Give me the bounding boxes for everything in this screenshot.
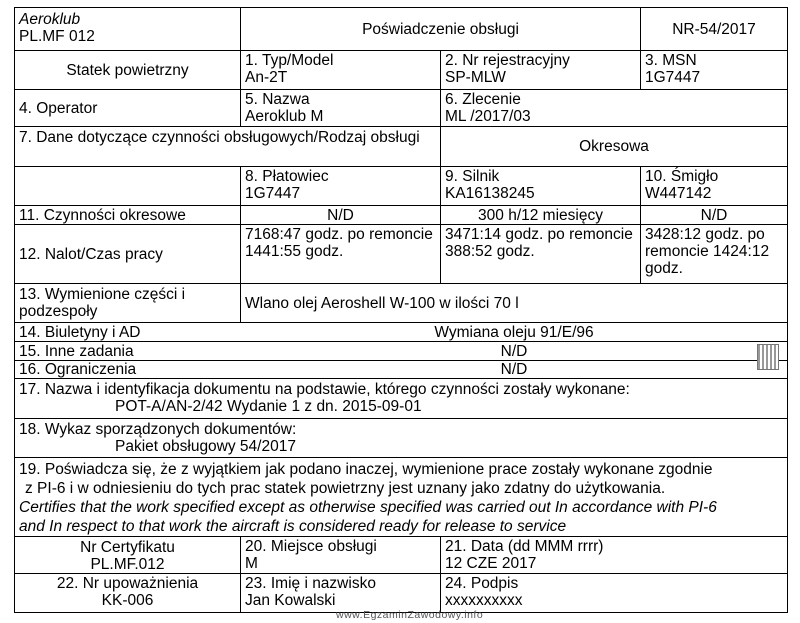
signature-cell bbox=[441, 574, 787, 612]
date-value: 12 CZE 2017 bbox=[445, 555, 537, 572]
other-tasks-value: N/D bbox=[500, 342, 528, 360]
registration-cell bbox=[441, 51, 640, 89]
type-value: An-2T bbox=[245, 69, 288, 86]
date-label: 21. Data (dd MMM rrrr) bbox=[445, 538, 604, 555]
org-code: PL.MF 012 bbox=[19, 28, 95, 45]
airframe-value: 1G7447 bbox=[245, 185, 301, 202]
periodic-airframe: N/D bbox=[327, 206, 354, 224]
airframe-label: 8. Płatowiec bbox=[245, 168, 329, 185]
order-cell bbox=[441, 90, 787, 126]
other-tasks-label: 15. Inne zadania bbox=[19, 342, 134, 360]
type-label: 1. Typ/Model bbox=[245, 52, 334, 69]
basis-doc-cell bbox=[15, 379, 787, 418]
person-cell bbox=[241, 574, 440, 612]
components-blank bbox=[15, 167, 240, 205]
org-name: Aeroklub bbox=[19, 11, 81, 28]
cert-number-value: PL.MF.012 bbox=[90, 556, 165, 573]
basis-doc-value: POT-A/AN-2/42 Wydanie 1 z dn. 2015-09-01 bbox=[115, 398, 422, 415]
document-number: NR-54/2017 bbox=[672, 20, 756, 38]
operator-name-value: Aeroklub M bbox=[245, 108, 324, 125]
periodic-propeller: N/D bbox=[700, 206, 728, 224]
engine-value: KA16138245 bbox=[445, 185, 535, 202]
hours-engine: 3471:14 godz. po remoncie 388:52 godz. bbox=[445, 226, 633, 260]
operator-name-label: 5. Nazwa bbox=[245, 91, 310, 108]
basis-doc-label: 17. Nazwa i identyfikacja dokumentu na podstawie, którego czynności zostały wykonane: bbox=[19, 381, 630, 398]
maintenance-value: Okresowa bbox=[579, 138, 649, 155]
limitations-label: 16. Ograniczenia bbox=[19, 361, 137, 378]
engine-cell bbox=[441, 167, 640, 205]
authorization-label: 22. Nr upoważnienia bbox=[56, 575, 199, 592]
limitations-value: N/D bbox=[500, 361, 528, 378]
parts-label: 13. Wymienione części i podzespoły bbox=[19, 286, 186, 320]
type-cell bbox=[241, 51, 440, 89]
order-label: 6. Zlecenie bbox=[445, 91, 521, 108]
periodic-engine: 300 h/12 miesięcy bbox=[478, 206, 603, 224]
engine-label: 9. Silnik bbox=[445, 168, 500, 185]
person-label: 23. Imię i nazwisko bbox=[245, 575, 376, 592]
bulletins-label: 14. Biuletyny i AD bbox=[19, 323, 141, 341]
document-title: Poświadczenie obsługi bbox=[362, 20, 519, 38]
place-cell bbox=[241, 537, 440, 573]
propeller-label: 10. Śmigło bbox=[645, 168, 719, 185]
operator-label: 4. Operator bbox=[19, 99, 98, 117]
certification-line-4: and In respect to that work the aircraft is considered ready for release to service bbox=[19, 518, 567, 535]
msn-cell bbox=[641, 51, 787, 89]
signature-value: xxxxxxxxxx bbox=[445, 592, 523, 609]
qr-code-icon bbox=[757, 344, 779, 370]
hours-airframe: 7168:47 godz. po remoncie 1441:55 godz. bbox=[245, 226, 433, 260]
certification-cell bbox=[15, 458, 787, 536]
hours-label: 12. Nalot/Czas pracy bbox=[19, 245, 163, 263]
order-value: ML /2017/03 bbox=[445, 108, 531, 125]
parts-value: Wlano olej Aeroshell W-100 w ilości 70 l bbox=[245, 294, 519, 312]
docs-list-cell bbox=[15, 419, 787, 457]
certification-line-2: z PI-6 i w odniesieniu do tych prac statek powietrzny jest uznany jako zdatny do użytkowania. bbox=[25, 480, 666, 497]
msn-label: 3. MSN bbox=[645, 52, 697, 69]
registration-value: SP-MLW bbox=[445, 69, 506, 86]
msn-value: 1G7447 bbox=[645, 69, 701, 86]
place-value: M bbox=[245, 555, 258, 572]
authorization-cell bbox=[15, 574, 240, 612]
date-cell bbox=[441, 537, 787, 573]
operator-name-cell bbox=[241, 90, 440, 126]
bulletins-value: Wymiana oleju 91/E/96 bbox=[434, 323, 594, 341]
cert-number-cell bbox=[15, 537, 240, 573]
org-cell bbox=[15, 8, 240, 50]
place-label: 20. Miejsce obsługi bbox=[245, 538, 377, 555]
docs-list-value: Pakiet obsługowy 54/2017 bbox=[115, 438, 296, 455]
periodic-label: 11. Czynności okresowe bbox=[19, 206, 186, 224]
authorization-value: KK-006 bbox=[101, 592, 154, 609]
person-value: Jan Kowalski bbox=[245, 592, 336, 609]
airframe-cell bbox=[241, 167, 440, 205]
propeller-value: W447142 bbox=[645, 185, 712, 202]
signature-label: 24. Podpis bbox=[445, 575, 519, 592]
watermark: www.EgzaminZawodowy.info bbox=[336, 609, 484, 621]
cert-number-label: Nr Certyfikatu bbox=[80, 539, 175, 556]
maintenance-label: 7. Dane dotyczące czynności obsługowych/Rodzaj obsługi bbox=[19, 129, 420, 146]
registration-label: 2. Nr rejestracyjny bbox=[445, 52, 570, 69]
certification-line-1: 19. Poświadcza się, że z wyjątkiem jak podano inaczej, wymienione prace zostały wykonane zgodnie bbox=[19, 461, 713, 478]
aircraft-label: Statek powietrzny bbox=[66, 61, 189, 79]
docs-list-label: 18. Wykaz sporządzonych dokumentów: bbox=[19, 421, 297, 438]
hours-propeller: 3428:12 godz. po remoncie 1424:12 godz. bbox=[645, 226, 770, 277]
propeller-cell bbox=[641, 167, 787, 205]
certification-line-3: Certifies that the work specified except as otherwise specified was carried out In accordance with PI-6 bbox=[19, 499, 717, 516]
